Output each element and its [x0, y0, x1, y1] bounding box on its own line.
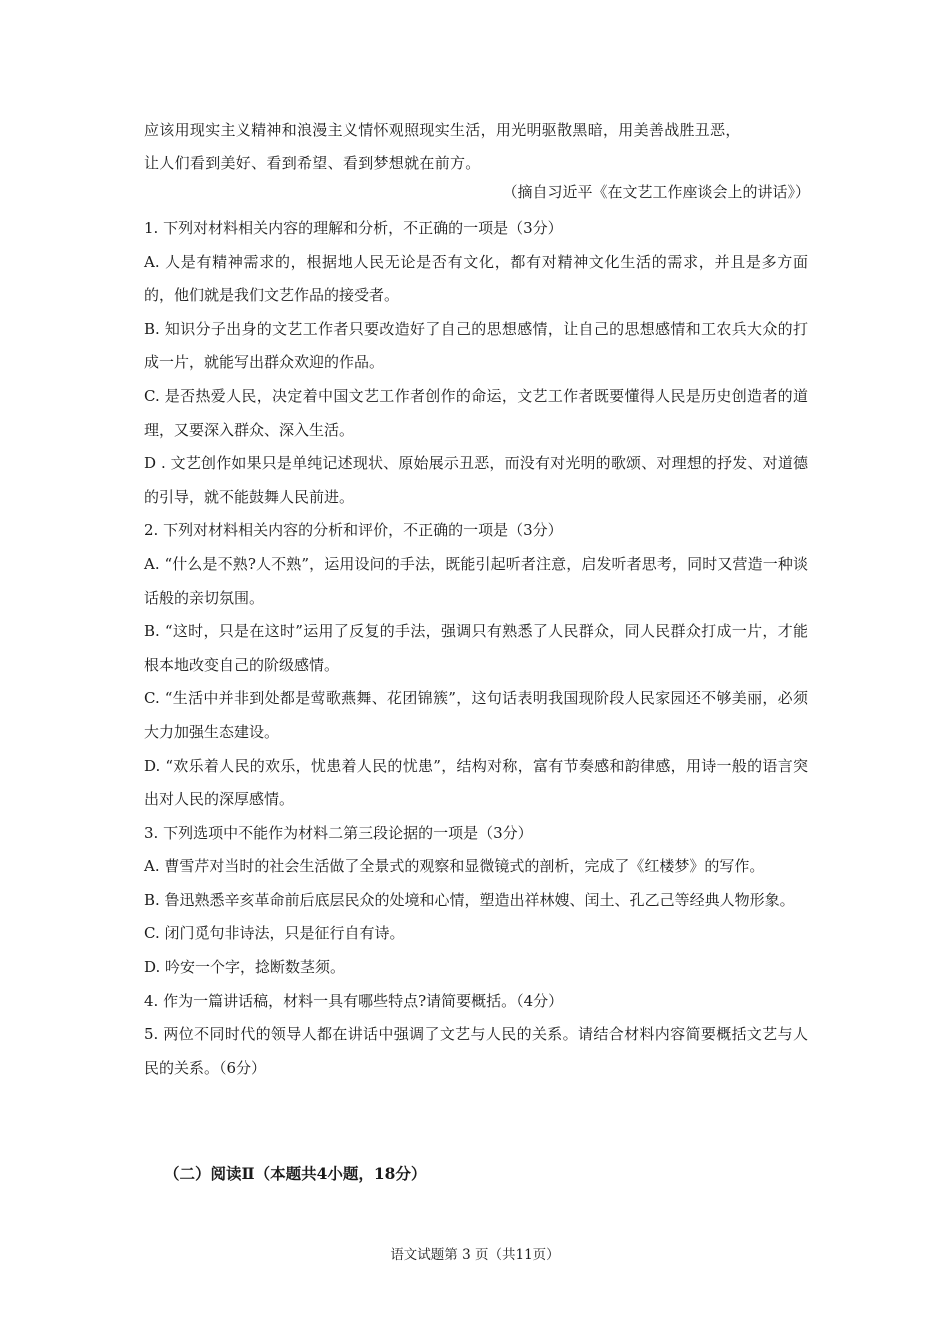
question-list [144, 212, 808, 1085]
question-3-stem: 3. 下列选项中不能作为材料二第三段论据的一项是（3分） [144, 823, 533, 842]
question-2-option-b: B. “这时，只是在这时”运用了反复的手法，强调只有熟悉了人民群众，同人民群众打成一片，才能根本地改变自己的阶级感情。 [144, 622, 808, 674]
question-3-option-a: A. 曹雪芹对当时的社会生活做了全景式的观察和显微镜式的剖析，完成了《红楼梦》的写作。 [144, 857, 765, 876]
question-1-option-a: A. 人是有精神需求的，根据地人民无论是否有文化，都有对精神文化生活的需求，并且是多方面的，他们就是我们文艺作品的接受者。 [144, 252, 808, 305]
intro-passage [144, 114, 808, 180]
question-4-stem: 4. 作为一篇讲话稿，材料一具有哪些特点?请简要概括。（4分） [144, 991, 564, 1010]
intro-line: 让人们看到美好、看到希望、看到梦想就在前方。 [144, 154, 481, 172]
question-1-option-c: C. 是否热爱人民，决定着中国文艺工作者创作的命运，文艺工作者既要懂得人民是历史创造者的道理，又要深入群众、深入生活。 [144, 386, 808, 439]
question-1-option-d: D . 文艺创作如果只是单纯记述现状、原始展示丑恶，而没有对光明的歌颂、对理想的抒发、对道德的引导，就不能鼓舞人民前进。 [144, 454, 808, 506]
question-1-stem: 1. 下列对材料相关内容的理解和分析，不正确的一项是（3分） [144, 219, 563, 237]
question-3-option-d: D. 吟安一个字，捻断数茎须。 [144, 958, 346, 977]
question-2-option-a: A. “什么是不熟?人不熟”，运用设问的手法，既能引起听者注意，启发听者思考，同时又营造一种谈话般的亲切氛围。 [144, 554, 808, 607]
question-2-option-d: D. “欢乐着人民的欢乐，忧患着人民的忧患”，结构对称，富有节奏感和韵律感，用诗一般的语言突出对人民的深厚感情。 [144, 756, 808, 809]
question-2-option-c: C. “生活中并非到处都是莺歌燕舞、花团锦簇”，这句话表明我国现阶段人民家园还不够美丽，必须大力加强生态建设。 [144, 689, 808, 741]
question-1-option-b: B. 知识分子出身的文艺工作者只要改造好了自己的思想感情，让自己的思想感情和工农兵大众的打成一片，就能写出群众欢迎的作品。 [144, 319, 808, 372]
source-citation: （摘自习近平《在文艺工作座谈会上的讲话》） [502, 183, 810, 201]
question-3-option-c: C. 闭门觅句非诗法，只是征行自有诗。 [144, 924, 405, 943]
question-2-stem: 2. 下列对材料相关内容的分析和评价，不正确的一项是（3分） [144, 521, 563, 540]
question-5-stem: 5. 两位不同时代的领导人都在讲话中强调了文艺与人民的关系。请结合材料内容简要概括文艺与人民的关系。（6分） [144, 1025, 808, 1077]
page-footer: 语文试题第 3 页（共11页） [390, 1247, 560, 1263]
question-3-option-b: B. 鲁迅熟悉辛亥革命前后底层民众的处境和心情，塑造出祥林嫂、闰土、孔乙己等经典人物形象。 [144, 890, 795, 909]
section-heading: （二）阅读Ⅱ（本题共4小题，18分） [164, 1164, 427, 1183]
intro-line: 应该用现实主义精神和浪漫主义情怀观照现实生活，用光明驱散黑暗，用美善战胜丑恶， [144, 121, 741, 139]
